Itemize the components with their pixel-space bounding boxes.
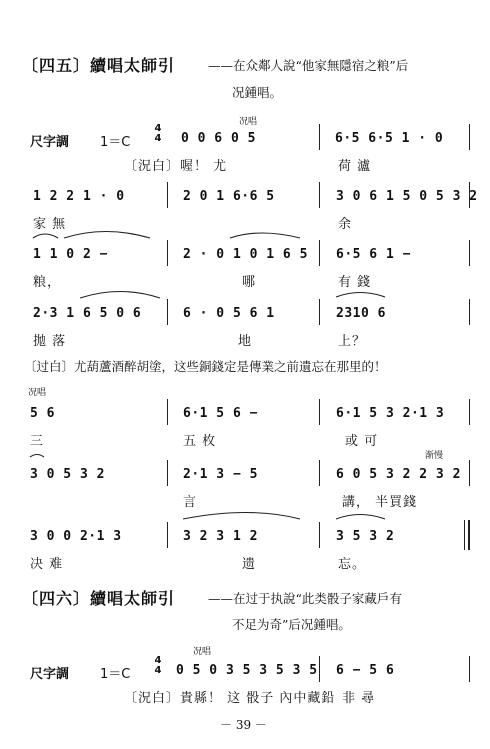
row4-measure2-notes: 6 · 0 5 6 1 bbox=[183, 306, 275, 321]
jian-man-mark: 渐慢 bbox=[425, 451, 444, 461]
key-signature-value-1: 1＝C bbox=[100, 135, 131, 150]
row3-measure1-notes: 1 1 0 2 − bbox=[33, 247, 108, 262]
row6-measure2-notes: 2·1 3 − 5 bbox=[183, 467, 258, 482]
final-double-barline bbox=[464, 520, 470, 550]
row3-lyrics-3: 有 錢 bbox=[338, 275, 372, 290]
row6-lyrics-1: 言 bbox=[183, 495, 198, 510]
row8-measure2-notes: 6 − 5 6 bbox=[336, 663, 395, 678]
time-signature-1: 4 4 bbox=[154, 123, 162, 144]
key-signature-label-2: 尺字調 bbox=[30, 667, 70, 682]
row7-measure1-notes: 3 0 0 2·1 3 bbox=[30, 529, 122, 544]
row1-lyrics-1: 〔況白〕喔！ 尤 bbox=[124, 159, 228, 174]
row7-lyrics-2: 遗 bbox=[242, 557, 257, 572]
slur bbox=[230, 233, 300, 238]
barline bbox=[167, 240, 168, 266]
row1-measure2-notes: 6·5 6·5 1 · 0 bbox=[335, 131, 444, 146]
row4-measure1-notes: 2·3 1 6 5 0 6 bbox=[33, 306, 142, 321]
slur bbox=[80, 292, 160, 299]
barline bbox=[469, 399, 470, 425]
row5-measure3-notes: 6·1 5 3 2·1 3 bbox=[336, 406, 445, 421]
key-signature-value-2: 1＝C bbox=[100, 667, 131, 682]
row4-lyrics-3: 上？ bbox=[338, 334, 367, 349]
barline bbox=[319, 399, 320, 425]
time-signature-2: 4 4 bbox=[154, 655, 162, 676]
section-46-note-2: 不足为奇”后况鍾唱。 bbox=[232, 617, 351, 632]
row5-measure1-notes: 5 6 bbox=[30, 406, 55, 421]
row3-lyrics-1: 粮， bbox=[33, 275, 62, 290]
barline bbox=[469, 182, 470, 208]
row5-measure2-notes: 6·1 5 6 − bbox=[183, 406, 258, 421]
row3-lyrics-2: 哪 bbox=[242, 275, 257, 290]
barline bbox=[469, 124, 470, 150]
slur bbox=[183, 513, 300, 520]
section-46-title: 〔四六〕續唱太師引 bbox=[22, 589, 176, 608]
row5-lyrics-2: 五 枚 bbox=[183, 434, 217, 449]
row2-measure3-notes: 3 0 6 1 5 0 5 3 2 bbox=[336, 189, 478, 204]
row2-lyrics-2: 余 bbox=[338, 217, 353, 232]
row8-lyrics-2: 非 尋 bbox=[342, 691, 376, 706]
row1-measure1-notes: 0 0 6 0 5 bbox=[181, 131, 256, 146]
row3-measure2-notes: 2 · 0 1 0 1 6 5 bbox=[183, 247, 308, 262]
barline bbox=[469, 460, 470, 486]
row8-measure1-notes: 0 5 0 3 5 3 5 3 5 bbox=[176, 663, 318, 678]
row4-lyrics-2: 地 bbox=[238, 334, 253, 349]
row1-lyrics-2: 荷 瀘 bbox=[338, 159, 372, 174]
section-45-note-2: 况鍾唱。 bbox=[232, 85, 283, 100]
row6-measure3-notes: 6 0 5 3 2 2 3 2 bbox=[336, 467, 461, 482]
slur bbox=[336, 515, 385, 520]
barline bbox=[469, 240, 470, 266]
row7-measure3-notes: 3 5 3 2 bbox=[336, 529, 395, 544]
barline bbox=[167, 399, 168, 425]
section-45-title: 〔四五〕續唱太師引 bbox=[22, 56, 176, 75]
row7-lyrics-3: 忘。 bbox=[338, 557, 367, 572]
kuang-chang-mark-1: 况唱 bbox=[239, 117, 258, 127]
barline bbox=[319, 522, 320, 548]
kuang-chang-mark-3: 况唱 bbox=[193, 647, 212, 657]
slur bbox=[336, 293, 385, 298]
row6-lyrics-2: 講， 半買錢 bbox=[342, 495, 418, 510]
key-signature-label-1: 尺字調 bbox=[30, 135, 70, 150]
row5-lyrics-1: 三 bbox=[30, 434, 45, 449]
row3-measure3-notes: 6·5 6 1 − bbox=[336, 247, 411, 262]
slur bbox=[30, 455, 44, 458]
barline bbox=[167, 299, 168, 325]
barline bbox=[319, 182, 320, 208]
row7-lyrics-1: 决 难 bbox=[30, 557, 64, 572]
slur bbox=[64, 232, 150, 239]
barline bbox=[319, 240, 320, 266]
barline bbox=[319, 124, 320, 150]
section-45-note-1: ——在众鄰人說“他家無隱宿之粮”后 bbox=[208, 58, 409, 73]
interjection-line: 〔过白〕尤葫蘆酒醉胡塗，这些銅錢定是傳業之前遺忘在那里的！ bbox=[24, 359, 387, 374]
barline bbox=[167, 522, 168, 548]
slur bbox=[33, 234, 58, 238]
section-46-note-1: ——在过于执說“此类骰子家藏戶有 bbox=[208, 591, 402, 606]
row2-measure1-notes: 1 2 2 1 · 0 bbox=[33, 189, 125, 204]
kuang-chang-mark-2: 况唱 bbox=[28, 388, 47, 398]
barline bbox=[167, 460, 168, 486]
barline bbox=[319, 299, 320, 325]
barline bbox=[319, 656, 320, 682]
row7-measure2-notes: 3 2 3 1 2 bbox=[183, 529, 258, 544]
page-number: － 39 － bbox=[220, 718, 267, 732]
row2-lyrics-1: 家 無 bbox=[33, 217, 67, 232]
barline bbox=[167, 182, 168, 208]
barline bbox=[469, 656, 470, 682]
row4-measure3-notes: 2310 6 bbox=[336, 306, 386, 321]
barline bbox=[469, 299, 470, 325]
row6-measure1-notes: 3 0 5 3 2 bbox=[30, 467, 105, 482]
row4-lyrics-1: 拋 落 bbox=[33, 334, 67, 349]
row2-measure2-notes: 2 0 1 6·6 5 bbox=[183, 189, 275, 204]
barline bbox=[319, 460, 320, 486]
row8-lyrics-1: 〔況白〕貴縣！ 这 骰子 內中藏鉛 bbox=[124, 691, 336, 706]
row5-lyrics-3: 或 可 bbox=[345, 434, 379, 449]
